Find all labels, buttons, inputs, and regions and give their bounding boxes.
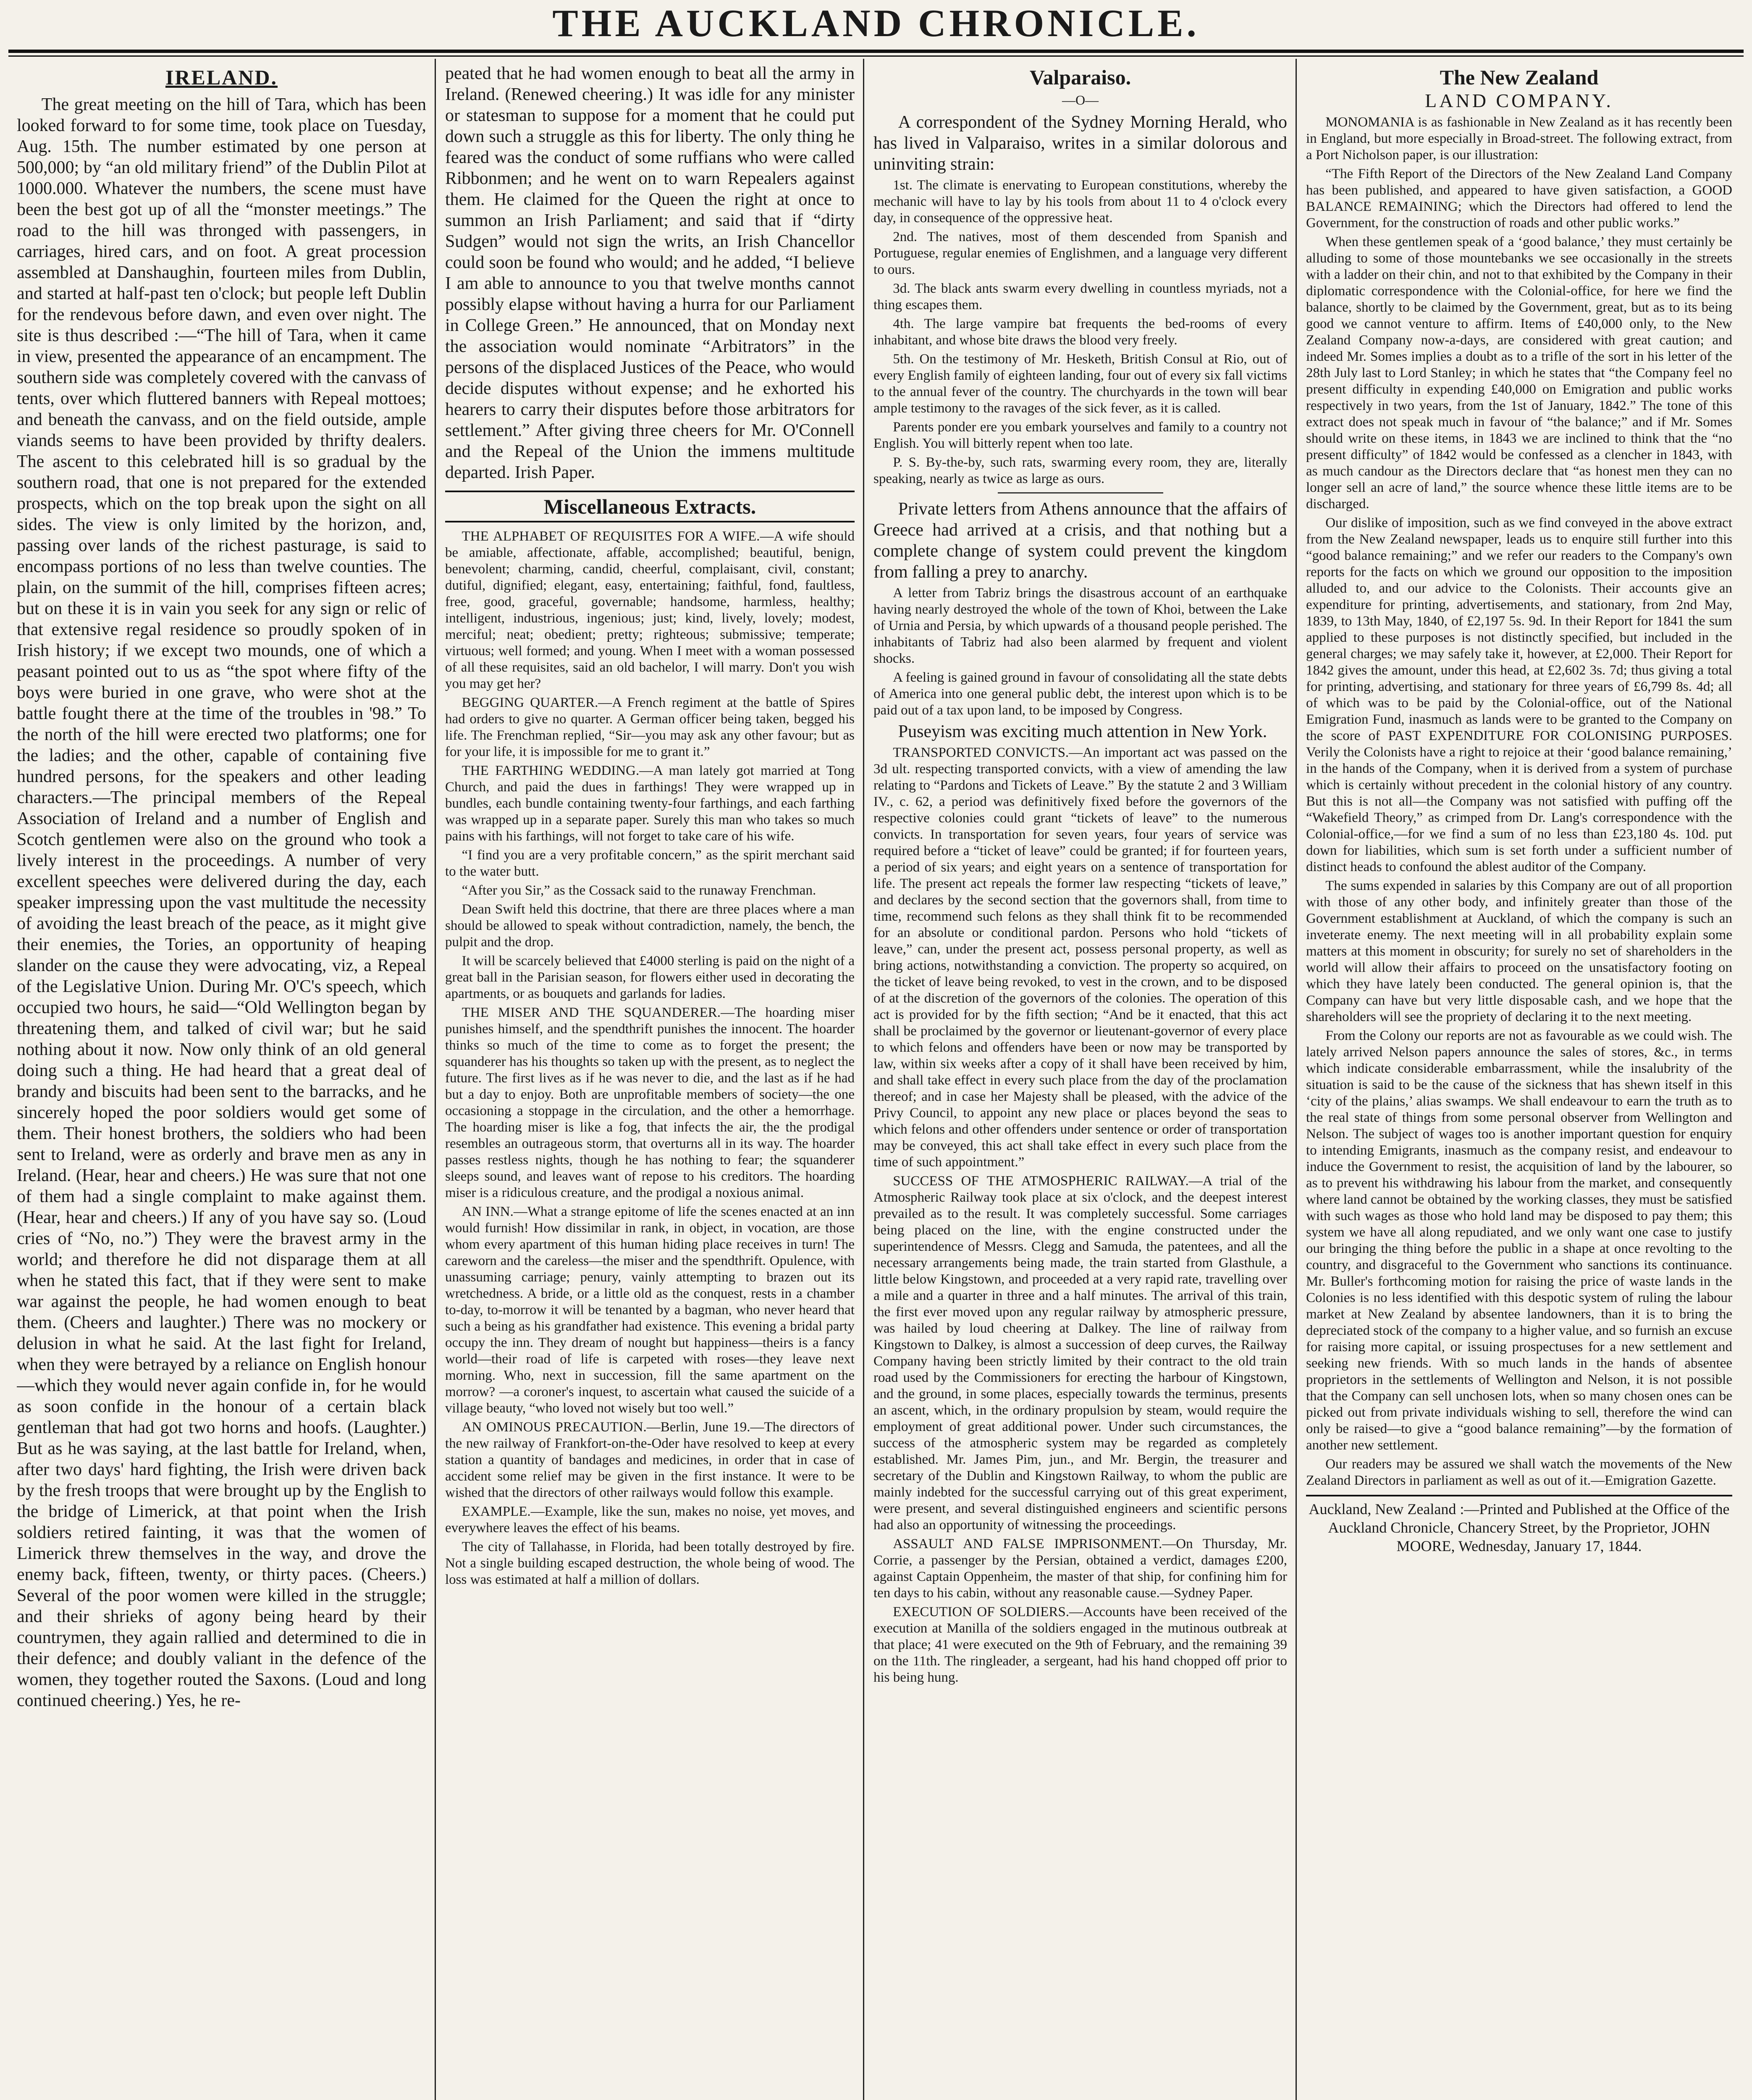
extract-item: THE ALPHABET OF REQUISITES FOR A WIFE.—A wife should be amiable, affectionate, affable, accomplished; beautiful, benign, benevolent; charming, candid, cheerful, complaisant, civil, constant; dutiful, dignified; elegant, easy, entertaining; faithful, fond, faultless, free, good, graceful, governable; handsome, harmless, healthy; intelligent, industrious, ingenious; just; kind, lively, lovely; modest, merciful; neat; obedient; pretty; righteous; submissive; temperate; virtuous; well formed; and young. When I meet with a woman possessed of all these requisites, said an old bachelor, I will marry. Don't you wish you may get her? <box>445 529 855 691</box>
column-3 <box>873 63 1287 2100</box>
extract-item: EXAMPLE.—Example, like the sun, makes no noise, yet moves, and everywhere leaves the effect of his beams. <box>445 1504 855 1536</box>
article-paragraph: The sums expended in salaries by this Company are out of all proportion with those of any other body, and infinitely greater than those of the Government establishment at Auckland, of which the company is such an inveterate enemy. The next meeting will in all probability explain some matters at this moment in obscurity; for surely no set of shareholders in the world will allow their affairs to proceed on the unsatisfactory footing on which they have lately been conducted. The general opinion is, that the Company can have but very little disposable cash, and we hope that the shareholders will see the propriety of declaring it to the next meeting. <box>1306 878 1732 1024</box>
news-item: A letter from Tabriz brings the disastrous account of an earthquake having nearly destroyed the whole of the town of Khoi, between the Lake of Urnia and Persia, by which upwards of a thousand people perished. The inhabitants of Tabriz had also been alarmed by frequent and violent shocks. <box>873 585 1287 666</box>
extract-item: AN OMINOUS PRECAUTION.—Berlin, June 19.—The directors of the new railway of Frankfort-on-the-Oder have resolved to keep at every station a quantity of bandages and medicines, in order that in case of accident some relief may be given in the first instance. It were to be wished that the directors of other railways would follow this example. <box>445 1420 855 1500</box>
extract-item: “After you Sir,” as the Cossack said to the runaway Frenchman. <box>462 883 816 898</box>
list-item: 1st. The climate is enervating to European constitutions, whereby the mechanic will have to lay by his tools from about 11 to 4 o'clock every day, in consequence of the oppressive heat. <box>873 178 1287 226</box>
article-paragraph: Our readers may be assured we shall watch the movements of the New Zealand Directors in parliament as well as out of it.—Emigration Gazette. <box>1306 1457 1732 1488</box>
article-continuation: peated that he had women enough to beat all the army in Ireland. (Renewed cheering.) It was idle for any minister or statesman to suppose for a moment that he could put down such a struggle as this for liberty. The only thing he feared was the conduct of some ruffians who were called Ribbonmen; and he went on to warn Repealers against them. He claimed for the Queen the right at once to summon an Irish Parliament; and said that if “dirty Sudgen” would not sign the writs, an Irish Chancellor could soon be found who would; and he added, “I believe I am able to announce to you that twelve months cannot possibly elapse without having a hurra for our Parliament in College Green.” He announced, that on Monday next the association would nominate “Arbitrators” in the persons of the displaced Justices of the Peace, who would decide disputes without expense; and he exhorted his hearers to carry their disputes before those arbitrators for settlement.” After giving three cheers for Mr. O'Connell and the Repeal of the Union the immens multitude departed. Irish Paper. <box>445 64 855 482</box>
masthead-title: THE AUCKLAND CHRONICLE. <box>552 2 1200 45</box>
section-heading-miscellaneous: Miscellaneous Extracts. <box>445 491 855 522</box>
article-paragraph: MONOMANIA is as fashionable in New Zealand as it has recently been in England, but more especially in Broad-street. The following extract, from a Port Nicholson paper, is our illustration: <box>1306 115 1732 163</box>
extract-item: THE FARTHING WEDDING.—A man lately got married at Tong Church, and paid the dues in farthings! They were wrapped up in bundles, each bundle containing twenty-four farthings, and each farthing was wrapped up in a separate paper. Surely this man who takes so much pains with his farthings, will not forget to take care of his wife. <box>445 763 855 844</box>
extract-item: “I find you are a very profitable concern,” as the spirit merchant said to the water butt. <box>445 848 855 879</box>
separator <box>998 492 1163 494</box>
list-item: 4th. The large vampire bat frequents the bed-rooms of every inhabitant, and whose bite draws the blood very freely. <box>873 316 1287 348</box>
publisher-imprint: Auckland, New Zealand :—Printed and Published at the Office of the Auckland Chronicle, Chancery Street, by the Proprietor, JOHN MOORE, Wednesday, January 17, 1844. <box>1306 1495 1732 1555</box>
article-paragraph: From the Colony our reports are not as favourable as we could wish. The lately arrived Nelson papers announce the sales of stores, &c., in terms which indicate considerable embarrassment, while the insalubrity of the situation is said to be the cause of the sickness that has shewn itself in this ‘city of the plains,’ alias swamps. We shall endeavour to earn the truth as to the real state of things from some personal observer from Wellington and Nelson. The subject of wages too is another important question for enquiry to intending Emigrants, inasmuch as the company resist, and endeavour to induce the Government to resist, the acquisition of land by the labourer, so as to prevent his withdrawing his labour from the market, and consequently where land cannot be obtained by the working classes, they must be satisfied with such wages as those who hold land may be disposed to pay them; this system we have all along repudiated, and we only want one case to justify our bringing the thing before the public in a shape at once revolting to the country, and disgraceful to the Government who sanctions its continuance. Mr. Buller's forthcoming motion for raising the price of waste lands in the Colonies is no less identified with this despotic system of ruling the labour market at New Zealand by absentee landowners, than it is to bring the depreciated stock of the company to a higher value, and so furnish an excuse for raising more capital, or issuing prospectuses for a new settlement and seeking new friends. With so much lands in the hands of absentee proprietors in the settlements of Wellington and Nelson, it is not possible that the Company can sell unchosen lots, when so many chosen ones can be picked out from private individuals wishing to sell, therefore the wind can only be raised—to give a “good balance remaining”—by the formation of another new settlement. <box>1306 1028 1732 1453</box>
valparaiso-points <box>873 177 1287 487</box>
article-paragraph: When these gentlemen speak of a ‘good balance,’ they must certainly be alluding to some of those mountebanks we see occasionally in the streets with a ladder on their chin, and not to that exhibited by the Company in their diplomatic correspondence with the Colonial-office, for here we find the balance, shortly to be claimed by the Government, great, but as to its being good we cannot venture to affirm. Items of £40,000 only, to the New Zealand Company now-a-days, are considered with great caution; and indeed Mr. Somes implies a doubt as to a trifle of the sort in his letter of the 28th July last to Lord Stanley; in which he states that “the Company feel no present difficulty in expending £40,000 on Emigration and public works respectively in two years, from the 1st of January, 1842.” The tone of this extract does not speak much in favour of “the balance;” and if Mr. Somes should write on these items, in 1843 we are inclined to think that the “no present difficulty” of 1842 would be confessed as a clencher in 1843, with as much candour as the Directors declare that “as honest men they can no longer sell an acre of land,” the source whence these little items are to be discharged. <box>1306 234 1732 512</box>
list-item: P. S. By-the-by, such rats, swarming every room, they are, literally speaking, nearly as twice as large as ours. <box>873 455 1287 486</box>
news-item: SUCCESS OF THE ATMOSPHERIC RAILWAY.—A trial of the Atmospheric Railway took place at six o'clock, and the deepest interest prevailed as to the result. It was completely successful. Some carriages being placed on the line, with the engine constructed under the superintendence of Messrs. Clegg and Samuda, the patentees, and all the necessary arrangements being made, the train started from Glasthule, a little below Kingstown, and proceeded at a very rapid rate, travelling over a mile and a quarter in three and a half minutes. The arrival of this train, the first ever moved upon any regular railway by atmospheric pressure, was hailed by loud cheering at Dalkey. The line of railway from Kingstown to Dalkey, is almost a succession of deep curves, the Railway Company having been strictly limited by their contract to the old train road used by the Commissioners for erecting the harbour of Kingstown, and the ground, in some places, especially towards the terminus, presents an ascent, which, in the ordinary propulsion by steam, would require the employment of great additional power. Under such circumstances, the success of the atmospheric system may be regarded as completely established. Mr. James Pim, jun., and Mr. Bergin, the treasurer and secretary of the Dublin and Kingstown Railway, to whom the public are mainly indebted for the successful carrying out of this great experiment, were present, and several distinguished engineers and scientific persons had also an opportunity of witnessing the proceedings. <box>873 1173 1287 1533</box>
extract-item: It will be scarcely believed that £4000 sterling is paid on the night of a great ball in the Parisian season, for flowers either used in decorating the apartments, or as bouquets and garlands for ladies. <box>445 953 855 1001</box>
news-item: TRANSPORTED CONVICTS.—An important act was passed on the 3d ult. respecting transported convicts, with a view of amending the law relating to “Pardons and Tickets of Leave.” By the statute 2 and 3 William IV., c. 62, a period was definitively fixed before the governors of the respective colonies could grant “tickets of leave” to the numerous convicts. In transportation for seven years, four years of service was required before a “ticket of leave” could be granted; if for fourteen years, a period of six years; and eight years on a sentence of transportation for life. The present act repeals the former law respecting “tickets of leave,” and declares by the second section that the governors shall, from time to time, recommend such felons as they shall think fit to be recommended for an absolute or conditional pardon. Persons who hold “tickets of leave,” can, under the present act, possess personal property, as well as bring actions, notwithstanding a conviction. The property so acquired, on the ticket of leave being revoked, to vest in the crown, and to be disposed of at the discretion of the governors of the colonies. The operation of this act is provided for by the fifth section; “And be it enacted, that this act shall be proclaimed by the governor or lieutenant-governor of every place to which felons and offenders have been or now may be transported by law, within six weeks after a copy of it shall have been received by him, and shall take effect in every such place from the day of the proclamation thereof; and in case her Majesty shall be pleased, with the advice of the Privy Council, to appoint any new place or places beyond the seas to which felons and other offenders under sentence or order of transportation may be conveyed, this act shall take effect in every such place from the time of such appointment.” <box>873 745 1287 1170</box>
extract-item: Dean Swift held this doctrine, that there are three places where a man should be allowed to speak without contradiction, namely, the bench, the pulpit and the drop. <box>445 902 855 950</box>
article-heading-ireland: IRELAND. <box>165 66 278 89</box>
extract-item: THE MISER AND THE SQUANDERER.—The hoarding miser punishes himself, and the spendthrift punishes the innocent. The hoarder thinks so much of the time to come as to forget the present; the squanderer has his thoughts so taken up with the present, as to neglect the future. The first lives as if he was never to die, and the last as if he had but a day to enjoy. Both are unprofitable members of society—the one occasioning a stoppage in the circulation, and the other a hemorrhage. The hoarding miser is like a fog, that infects the air, the the prodigal resembles an outrageous storm, that overturns all in its way. The hoarder passes restless nights, though he has nothing to fear; the squanderer sleeps sound, and leaves want of repose to his creditors. The hoarding miser is a ridiculous creature, and the prodigal a noxious animal. <box>445 1005 855 1200</box>
article-paragraph: Our dislike of imposition, such as we find conveyed in the above extract from the New Zealand newspaper, leads us to enquire still further into this “good balance remaining;” and we refer our readers to the Company's own reports for the facts on which we ground our opposition to the imposition alluded to, and our advice to the Colonists. Their accounts give an expenditure for printing, advertisements, and stationary, from 2nd May, 1839, to 13th May, 1840, of £2,197 5s. 9d. In their Report for 1841 the sum applied to these purposes is not distinctly specified, but included in the general charges; we may safely take it, however, at £2,000. Their Report for 1842 gives the amount, under this head, at £2,602 3s. 7d; thus giving a total for printing, advertising, and stationary for three years of £6,799 8s. 4d; all of which was to be paid by the Colonial-office, out of the National Emigration Fund, inasmuch as lands were to be granted to the Company on the score of PAST EXPENDITURE FOR COLONISING PURPOSES. Verily the Colonists have a right to rejoice at their ‘good balance remaining,’ in the hands of the Company, when it is derived from a system of purchase which is certainly without precedent in the colonial history of any country. But this is not all—the Company was not satisfied with puffing off the “Wakefield Theory,” as crimped from Dr. Lang's correspondence with the Colonial-office,—for we find a sum of no less than £23,180 4s. 10d. put down for liabilities, which sum is set forth under a sufficient number of distinct heads to confound the ablest auditor of the Company. <box>1306 515 1732 874</box>
column-divider <box>863 59 864 2100</box>
extracts-list <box>445 528 855 1588</box>
news-item: Private letters from Athens announce that the affairs of Greece had arrived at a crisis, and that nothing but a complete change of system could prevent the kingdom from falling a prey to anarchy. <box>873 499 1287 582</box>
news-item: A feeling is gained ground in favour of consolidating all the state debts of America into one general public debt, the interest upon which is to be paid out of a tax upon land, to be imposed by Congress. <box>873 670 1287 718</box>
article-paragraph: The great meeting on the hill of Tara, which has been looked forward to for some time, took place on Tuesday, Aug. 15th. The number estimated by one person at 500,000; by “an old military friend” of the Dublin Pilot at 1000.000. Whatever the numbers, the scene must have been the best got up of all the “monster meetings.” The road to the hill was thronged with passengers, in carriages, hired cars, and on foot. A great procession assembled at Danshaughin, fourteen miles from Dublin, and started at half-past ten o'clock; but people left Dublin for the rendevous before dawn, and even over night. The site is thus described :—“The hill of Tara, when it came in view, presented the appearance of an encampment. The southern side was completely covered with the canvass of tents, over which fluttered banners with Repeal mottoes; and beneath the canvass, and on the field outside, ample viands seems to have been provided by thrifty dealers. The ascent to this celebrated hill is so gradual by the southern road, that one is not prepared for the extended prospects, which on the top break upon the sight on all sides. The view is only limited by the horizon, and, passing over lands of the richest pasturage, is said to encompass portions of no less than twelve counties. The plain, on the summit of the hill, comprises fifteen acres; but on these it is in vain you seek for any sign or relic of that extensive regal residence so proudly spoken of in Irish history; if we except two mounds, one of which a peasant pointed out to us as “the spot where fifty of the boys were buried in one grave, who were shot at the battle fought there at the time of the troubles in '98.” To the north of the hill were erected two platforms; one for the ladies; and the other, capable of containing five hundred persons, for the speakers and other leading characters.—The principal members of the Repeal Association of Ireland and a number of English and Scotch gentlemen were also on the ground who took a lively interest in the proceedings. A number of very excellent speeches were delivered during the day, each speaker impressing upon the vast multitude the necessity of avoiding the least breach of the peace, as it might give their enemies, the Tories, an opportunity of heaping slander on the cause they were advocating, viz, a Repeal of the Legislative Union. During Mr. O'C's speech, which occupied two hours, he said—“Old Wellington began by threatening them, and talked of civil war; but he said nothing about it now. Now only think of an old general doing such a thing. He had heard that a great deal of brandy and biscuits had been sent to the barracks, and he sincerely hoped the poor soldiers would get some of them. Their honest brothers, the soldiers who had been sent to Ireland, were as orderly and brave men as any in Ireland. (Hear, hear and cheers.) He was sure that not one of them had a single complaint to make against them. (Hear, hear and cheers.) If any of you have say so. (Loud cries of “No, no.”) They were the bravest army in the world; and therefore he did not disparage them at all when he stated this fact, that if they were sent to make war against the people, he had women enough to beat them. (Cheers and laughter.) There was no mockery or delusion in what he said. At the last fight for Ireland, when they were betrayed by a reliance on English honour—which they would never again confide in, for he would as soon confide in the honour of a certain black gentleman that had got two horns and hoofs. (Laughter.) But as he was saying, at the last battle for Ireland, when, after two days' hard fighting, the Irish were driven back by the fresh troops that were brought up by the English to the bridge of Limerick, at that point when the Irish soldiers retired fainting, it was that the women of Limerick threw themselves in the way, and drove the enemy back, fifteen, twenty, or thirty paces. (Cheers.) Several of the poor women were killed in the struggle; and their shrieks of agony being heard by their countrymen, they again rallied and determined to die in their defence; and doubly valiant in the defence of the women, they together routed the Saxons. (Loud and long continued cheering.) Yes, he re- <box>17 95 426 1710</box>
extract-item: The city of Tallahasse, in Florida, had been totally destroyed by fire. Not a single building escaped destruction, the whole being of wood. The loss was estimated at half a million of dollars. <box>445 1539 855 1587</box>
masthead-rule-thick <box>8 50 1744 53</box>
article-paragraph: “The Fifth Report of the Directors of the New Zealand Land Company has been published, and appeared to have given satisfaction, a GOOD BALANCE REMAINING; which the Directors had offered to lend the Government, for the construction of roads and other public works.” <box>1306 166 1732 231</box>
column-4 <box>1306 63 1732 2100</box>
extract-item: AN INN.—What a strange epitome of life the scenes enacted at an inn would furnish! How dissimilar in rank, in object, in vocation, are those whom every apartment of this human hiding place receives in turn! The careworn and the careless—the miser and the spendthrift. Opulence, with unassuming carriage; penury, vainly attempting to brazen out its wretchedness. A bride, or a little old as the conquest, rests in a chamber to-day, to-morrow it will be tenanted by a bagman, who never heard that such a being as his grandfather had existence. This evening a bridal party occupy the inn. They dream of nought but happiness—theirs is a fancy world—their road of life is carpeted with roses—they leave next morning. Who, next in succession, fill the same apartment on the morrow? —a coroner's inquest, to ascertain what caused the suicide of a village beauty, “who loved not wisely but too well.” <box>445 1204 855 1416</box>
list-item: 3d. The black ants swarm every dwelling in countless myriads, not a thing escapes them. <box>873 281 1287 312</box>
news-item: EXECUTION OF SOLDIERS.—Accounts have been received of the execution at Manilla of the soldiers engaged in the mutinous outbreak at that place; 41 were executed on the 9th of February, and the remaining 39 on the 11th. The ringleader, a sergeant, had his hand chopped off prior to his being hung. <box>873 1604 1287 1685</box>
article-subheading: LAND COMPANY. <box>1425 90 1613 111</box>
article-heading-nz-company: The New Zealand <box>1440 66 1599 89</box>
column-1 <box>17 63 426 2100</box>
heading-ornament: —O— <box>1062 92 1099 108</box>
news-item: Puseyism was exciting much attention in New York. <box>898 722 1267 741</box>
list-item: 2nd. The natives, most of them descended from Spanish and Portuguese, regular enemies of Englishmen, and a language very different to ours. <box>873 229 1287 277</box>
article-heading-valparaiso: Valparaiso. <box>1029 66 1131 89</box>
column-divider <box>1296 59 1297 2100</box>
news-item: ASSAULT AND FALSE IMPRISONMENT.—On Thursday, Mr. Corrie, a passenger by the Persian, obtained a verdict, damages £200, against Captain Oppenheim, the master of that ship, for confining him for ten days to his cabin, without any reasonable cause.—Sydney Paper. <box>873 1536 1287 1601</box>
list-item: Parents ponder ere you embark yourselves and family to a country not English. You will bitterly repent when too late. <box>873 420 1287 451</box>
column-divider <box>435 59 436 2100</box>
article-intro: A correspondent of the Sydney Morning Herald, who has lived in Valparaiso, writes in a similar dolorous and uninviting strain: <box>873 113 1287 174</box>
nz-company-body <box>1306 114 1732 1489</box>
extract-item: BEGGING QUARTER.—A French regiment at the battle of Spires had orders to give no quarter. A German officer being taken, begged his life. The Frenchman replied, “Sir—you may ask any other favour; but as for your life, it is impossible for me to grant it.” <box>445 695 855 759</box>
list-item: 5th. On the testimony of Mr. Hesketh, British Consul at Rio, out of every English family of eighteen landing, four out of every six fall victims to the annual fever of the country. The churchyards in the town will bear ample testimony to the ravages of the sick fever, as it is called. <box>873 352 1287 416</box>
masthead-rule-thin <box>8 55 1744 57</box>
column-2 <box>445 63 855 2100</box>
